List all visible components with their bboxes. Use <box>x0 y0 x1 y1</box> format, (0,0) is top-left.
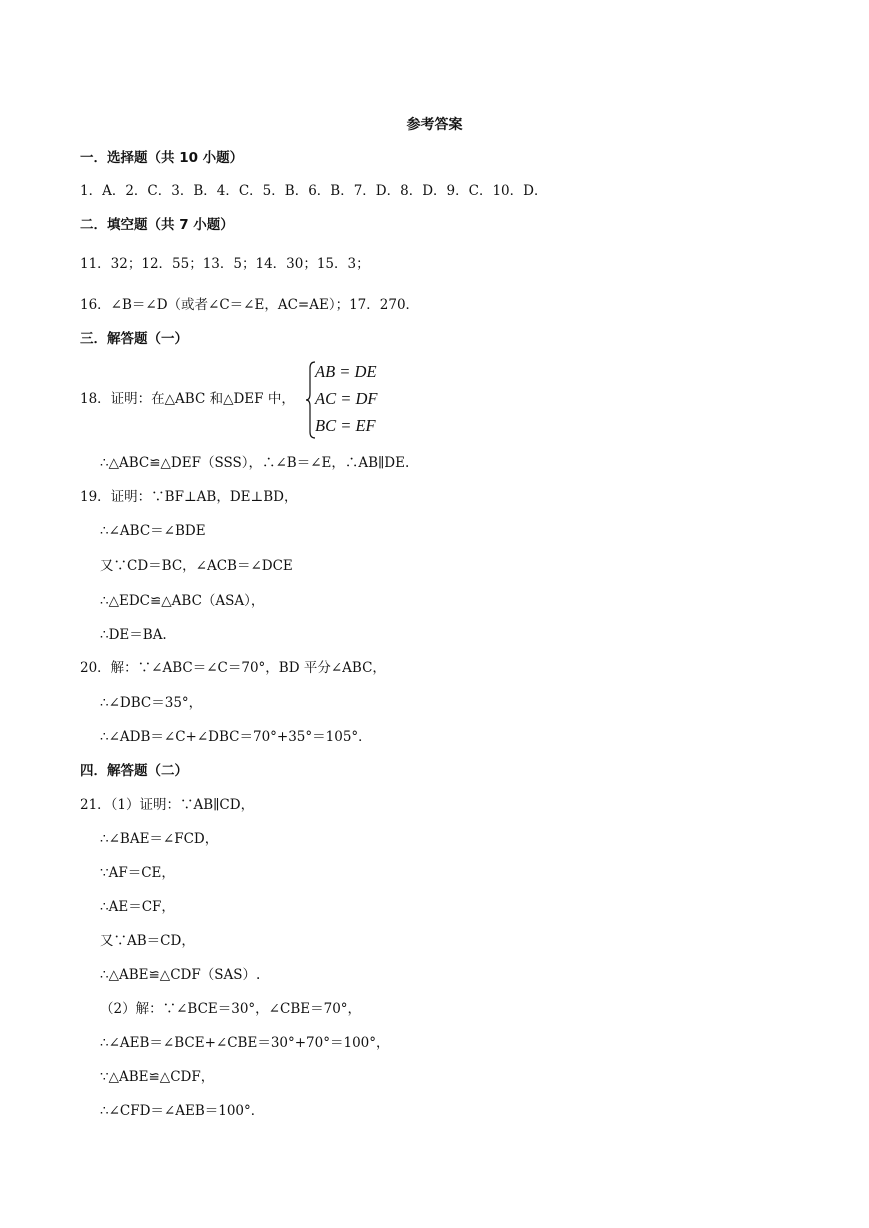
q21-line-5: 又∵AB＝CD， <box>100 933 195 949</box>
q19-line-4: ∴△EDC≌△ABC（ASA）， <box>100 593 265 609</box>
q21-line-9: ∵△ABE≌△CDF， <box>100 1069 215 1085</box>
q21-line-10: ∴∠CFD＝∠AEB＝100°． <box>100 1103 265 1119</box>
page-title: 参考答案 <box>406 117 463 133</box>
equation-3: BC = EF <box>315 416 376 435</box>
q21-line-2: ∴∠BAE＝∠FCD， <box>100 831 219 847</box>
q21-line-4: ∴AE＝CF， <box>100 899 175 915</box>
section-heading-solve-1: 三．解答题（一） <box>80 331 188 347</box>
q19-line-5: ∴DE＝BA. <box>100 627 167 643</box>
section-heading-solve-2: 四．解答题（二） <box>80 763 188 779</box>
q20-line-1: 20．解：∵∠ABC＝∠C＝70°，BD 平分∠ABC， <box>80 660 386 676</box>
q18-intro: 18．证明：在△ABC 和△DEF 中， <box>80 391 295 407</box>
equation-system <box>305 360 405 440</box>
fill-answers-line-2: 16．∠B＝∠D（或者∠C＝∠E，AC=AE）；17．270． <box>80 297 420 313</box>
q21-line-3: ∵AF＝CE， <box>100 865 175 881</box>
q19-line-1: 19．证明：∵BF⊥AB，DE⊥BD， <box>80 489 298 505</box>
choice-answers: 1．A．2．C．3．B．4．C．5．B．6．B．7．D．8．D．9．C．10．D． <box>80 183 548 199</box>
q19-line-2: ∴∠ABC＝∠BDE <box>100 523 206 539</box>
equation-2: AC = DF <box>315 389 378 408</box>
q21-line-1: 21．（1）证明：∵AB∥CD， <box>80 797 255 813</box>
fill-answers-line-1: 11．32；12．55；13．5；14．30；15．3； <box>80 256 370 272</box>
section-heading-choice: 一．选择题（共 10 小题） <box>80 150 244 166</box>
q19-line-3: 又∵CD＝BC，∠ACB＝∠DCE <box>100 558 293 574</box>
q21-line-6: ∴△ABE≌△CDF（SAS）. <box>100 967 261 983</box>
q20-line-3: ∴∠ADB＝∠C+∠DBC＝70°+35°＝105°． <box>100 729 372 745</box>
q21-line-8: ∴∠AEB＝∠BCE+∠CBE＝30°+70°＝100°， <box>100 1035 390 1051</box>
q21-line-7: （2）解：∵∠BCE＝30°，∠CBE＝70°， <box>100 1001 362 1017</box>
q18-conclusion: ∴△ABC≌△DEF（SSS），∴∠B＝∠E，∴AB∥DE. <box>100 455 410 471</box>
q20-line-2: ∴∠DBC＝35°， <box>100 695 203 711</box>
section-heading-fill: 二．填空题（共 7 小题） <box>80 217 234 233</box>
equation-1: AB = DE <box>315 362 377 381</box>
